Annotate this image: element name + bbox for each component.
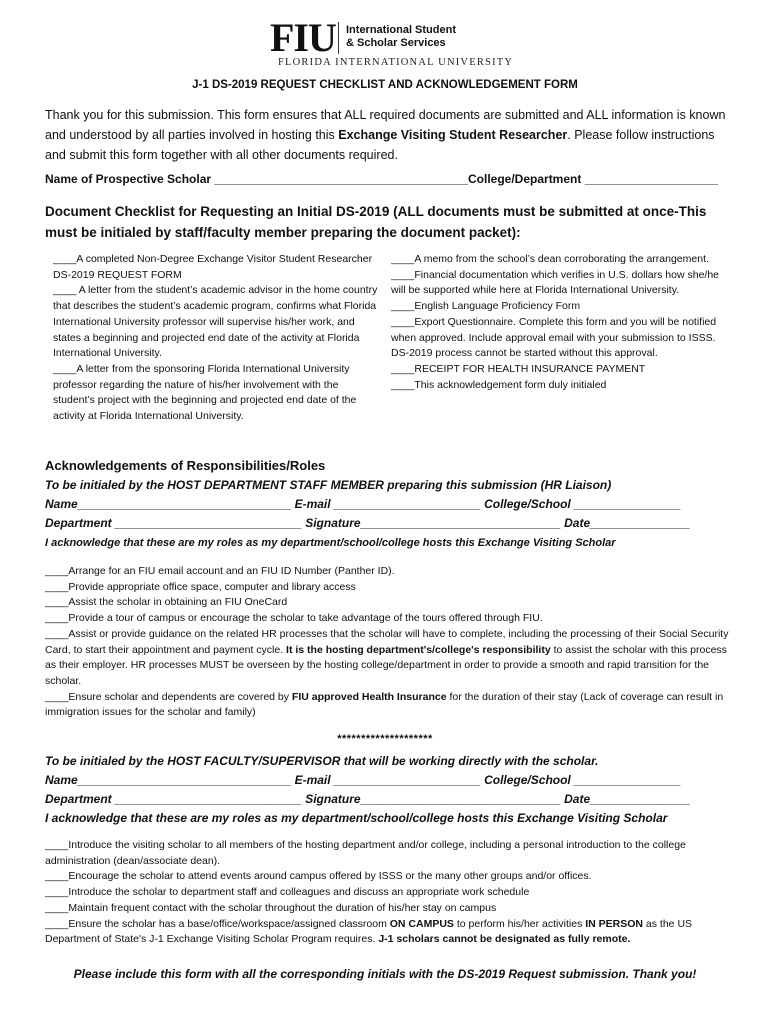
responsibility-item[interactable] bbox=[45, 690, 735, 721]
checklist-item[interactable]: ____A completed Non-Degree Exchange Visitor Student Researcher DS-2019 REQUEST FORM bbox=[53, 253, 373, 281]
logo-org-name bbox=[346, 24, 456, 50]
checklist-heading: Document Checklist for Requesting an Initial DS-2019 (ALL documents must be submitted at once-This must be initialed by staff/faculty member preparing the document packet): bbox=[45, 204, 707, 240]
responsibility-item[interactable] bbox=[45, 917, 735, 948]
base-item-text: ____Ensure the scholar has a base/office/workspace/assigned classroom bbox=[45, 917, 390, 930]
fiu-isss-logo bbox=[270, 15, 514, 68]
base-item-in-person: IN PERSON bbox=[585, 917, 643, 930]
intro-role: Exchange Visiting Student Researcher bbox=[338, 128, 568, 142]
faculty-acknowledgement-statement: I acknowledge that these are my roles as my department/school/college hosts this Exchange Visiting Scholar bbox=[45, 811, 668, 825]
logo-university: FLORIDA INTERNATIONAL UNIVERSITY bbox=[278, 57, 514, 68]
responsibility-item[interactable]: ____Encourage the scholar to attend events around campus offered by ISSS or the many other groups and/or offices. bbox=[45, 870, 592, 883]
acknowledgements-heading: Acknowledgements of Responsibilities/Roles bbox=[45, 458, 326, 473]
checklist-left-column bbox=[53, 252, 378, 425]
faculty-signature-line[interactable]: Department ____________________________ Signature______________________________ Date_______________ bbox=[45, 792, 691, 806]
base-item-text-mid: to perform his/her activities bbox=[453, 917, 586, 930]
responsibility-item[interactable]: ____Assist the scholar in obtaining an FIU OneCard bbox=[45, 596, 288, 609]
scholar-name-field[interactable]: Name of Prospective Scholar ______________________________________ bbox=[45, 172, 468, 186]
footer-note: Please include this form with all the corresponding initials with the DS-2019 Request submission. Thank you! bbox=[73, 967, 697, 981]
logo-divider bbox=[338, 22, 339, 54]
checklist-item[interactable]: ____A letter from the sponsoring Florida International University professor regarding the nature of his/her involvement with the student’s project with the beginning and projected end date of the activity at Florida International University. bbox=[53, 362, 357, 423]
responsibility-item[interactable]: ____Provide appropriate office space, computer and library access bbox=[45, 580, 356, 593]
checklist-item[interactable]: ____RECEIPT FOR HEALTH INSURANCE PAYMENT bbox=[391, 362, 646, 375]
checklist-item[interactable]: ____Export Questionnaire. Complete this form and you will be notified when approved. Include approval email with your submission to ISSS. DS-2019 process cannot be started without this approval. bbox=[391, 315, 717, 360]
dept-acknowledgement-statement: I acknowledge that these are my roles as my department/school/college hosts this Exchange Visiting Scholar bbox=[45, 537, 616, 549]
responsibility-item[interactable]: ____Introduce the visiting scholar to all members of the hosting department and/or college, including a personal introduction to the college administration (dean/associate dean). bbox=[45, 839, 686, 867]
base-item-remote-note: J-1 scholars cannot be designated as fully remote. bbox=[378, 933, 631, 946]
scholar-info-row bbox=[45, 172, 718, 186]
hr-item-emphasis: It is the hosting department's/college's responsibility bbox=[286, 643, 551, 656]
checklist-item[interactable]: ____This acknowledgement form duly initialed bbox=[391, 378, 607, 391]
base-item-on-campus: ON CAMPUS bbox=[389, 917, 454, 930]
logo-mark: FIU bbox=[270, 15, 336, 60]
form-title: J-1 DS-2019 REQUEST CHECKLIST AND ACKNOWLEDGEMENT FORM bbox=[192, 79, 578, 91]
college-department-field[interactable]: College/Department ____________________ bbox=[468, 172, 719, 186]
checklist-item[interactable]: ____A memo from the school’s dean corroborating the arrangement. bbox=[391, 253, 709, 265]
checklist-right-column bbox=[391, 252, 726, 393]
faculty-section-intro: To be initialed by the HOST FACULTY/SUPERVISOR that will be working directly with the scholar. bbox=[45, 754, 599, 768]
checklist-item[interactable]: ____English Language Proficiency Form bbox=[391, 300, 581, 313]
faculty-responsibilities-list bbox=[45, 838, 735, 948]
dept-responsibilities-list bbox=[45, 564, 735, 721]
hr-item-text-end: to assist the scholar with this process as their employer. HR processes MUST be overseen by the hosting college/department in order to provide a smooth and rapid transition for the scholar. bbox=[45, 643, 727, 687]
logo-org-line1: International Student bbox=[346, 24, 456, 36]
dept-section-intro: To be initialed by the HOST DEPARTMENT STAFF MEMBER preparing this submission (HR Liaison) bbox=[45, 478, 612, 492]
hr-item-text: ____Assist or provide guidance on the related HR processes that the scholar will have to complete, including the processing of their Social Security Card, to start their appointment and payment cycle. bbox=[45, 627, 729, 656]
insurance-item-text-end: for the duration of their stay (Lack of coverage can result in immigration issues for the scholar and family) bbox=[45, 690, 724, 719]
responsibility-item[interactable]: ____Introduce the scholar to department staff and colleagues and discuss an appropriate work schedule bbox=[45, 886, 530, 899]
responsibility-item[interactable] bbox=[45, 627, 735, 690]
intro-text-end: . Please follow instructions and submit this form together with all other documents required. bbox=[45, 128, 715, 162]
checklist-item[interactable]: ____Financial documentation which verifies in U.S. dollars how she/he will be supported while here at Florida International University. bbox=[391, 268, 720, 297]
intro-paragraph bbox=[45, 105, 735, 165]
responsibility-item[interactable]: ____Maintain frequent contact with the scholar throughout the duration of his/her stay on campus bbox=[45, 901, 497, 914]
intro-text: Thank you for this submission. This form ensures that ALL required documents are submitted and ALL information is known and understood by all parties involved in hosting this bbox=[45, 108, 726, 142]
insurance-item-text: ____Ensure scholar and dependents are covered by bbox=[45, 690, 292, 703]
dept-contact-line[interactable]: Name________________________________ E-mail ______________________ College/School ________________ bbox=[45, 497, 681, 511]
section-separator: ******************** bbox=[337, 733, 433, 745]
faculty-contact-line[interactable]: Name________________________________ E-mail ______________________ College/School ________________ bbox=[45, 773, 681, 787]
responsibility-item[interactable]: ____Provide a tour of campus or encourage the scholar to take advantage of the tours offered through FIU. bbox=[45, 612, 543, 625]
dept-signature-line[interactable]: Department ____________________________ Signature______________________________ Date_______________ bbox=[45, 516, 691, 530]
responsibility-item[interactable]: ____Arrange for an FIU email account and an FIU ID Number (Panther ID). bbox=[45, 565, 395, 577]
checklist-item[interactable]: ____ A letter from the student’s academic advisor in the home country that describes the student’s academic program, confirms what Florida International University professor will supervise his/her work, and states a beginning and projected end date of the activity at Florida International University. bbox=[53, 284, 378, 360]
logo-org-line2: & Scholar Services bbox=[346, 37, 446, 49]
insurance-item-emphasis: FIU approved Health Insurance bbox=[291, 690, 447, 703]
base-item-text-end: as the US Department of State's J-1 Exchange Visiting Scholar Program requires. bbox=[45, 917, 693, 946]
